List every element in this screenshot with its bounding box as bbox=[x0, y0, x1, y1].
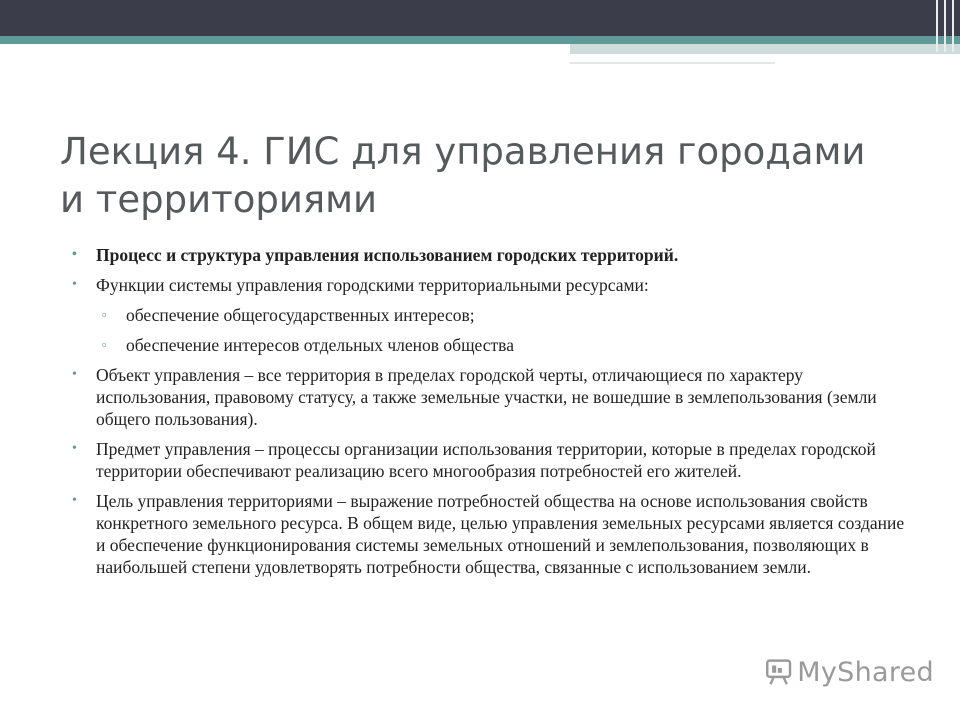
bullet-text: Цель управления территориями – выражение потребностей общества на основе использования свойств конкретного земельного ресурса. В общем виде, целью управления земельных ресурсами является создание и обеспечение функционирования системы земельных отношений и землепользования, позволяющих в наибольшей степени удовлетворять потребности общества, связанные с использованием земли. bbox=[96, 491, 905, 577]
sub-bullet-item bbox=[70, 334, 910, 356]
bullet-text: Предмет управления – процессы организации использования территории, которые в пределах городской территории обеспечивают реализацию всего многообразия потребностей его жителей. bbox=[96, 439, 876, 481]
bullet-item bbox=[70, 438, 910, 482]
sub-bullet-text: обеспечение общегосударственных интересов; bbox=[126, 305, 475, 325]
bullet-marker: • bbox=[72, 493, 77, 508]
watermark-text: MyShared bbox=[797, 656, 934, 688]
sub-bullet-marker: ▫ bbox=[102, 337, 107, 352]
bullet-item bbox=[70, 244, 910, 266]
bullet-text: Объект управления – все территория в пределах городской черты, отличающиеся по характеру использования, правовому статусу, а также земельные участки, не вошедшие в землепользования (земли общего пользования). bbox=[96, 365, 877, 429]
watermark[interactable] bbox=[764, 652, 934, 692]
bullet-text: Функции системы управления городскими территориальными ресурсами: bbox=[96, 275, 649, 295]
bullet-item bbox=[70, 364, 910, 430]
slide-content bbox=[70, 244, 910, 586]
bullet-marker: • bbox=[72, 367, 77, 382]
slide-title-line1: Лекция 4. ГИС для управления городами bbox=[60, 130, 866, 173]
top-thin-stripe bbox=[570, 44, 960, 54]
sub-bullet-text: обеспечение интересов отдельных членов общества bbox=[126, 335, 514, 355]
bullet-text: Процесс и структура управления использованием городских территорий. bbox=[96, 245, 679, 265]
top-thin-line bbox=[570, 62, 775, 64]
top-band bbox=[0, 0, 960, 36]
bullet-item bbox=[70, 490, 910, 578]
bullet-marker: • bbox=[72, 247, 77, 262]
corner-decoration bbox=[930, 0, 960, 52]
bullet-marker: • bbox=[72, 277, 77, 292]
sub-bullet-marker: ▫ bbox=[102, 307, 107, 322]
slide-title-line2: и территориями bbox=[60, 178, 378, 221]
slide-title bbox=[60, 128, 920, 224]
sub-bullet-item bbox=[70, 304, 910, 326]
presentation-board-icon bbox=[764, 655, 793, 689]
top-accent-stripe bbox=[0, 36, 960, 44]
bullet-marker: • bbox=[72, 441, 77, 456]
bullet-item bbox=[70, 274, 910, 296]
